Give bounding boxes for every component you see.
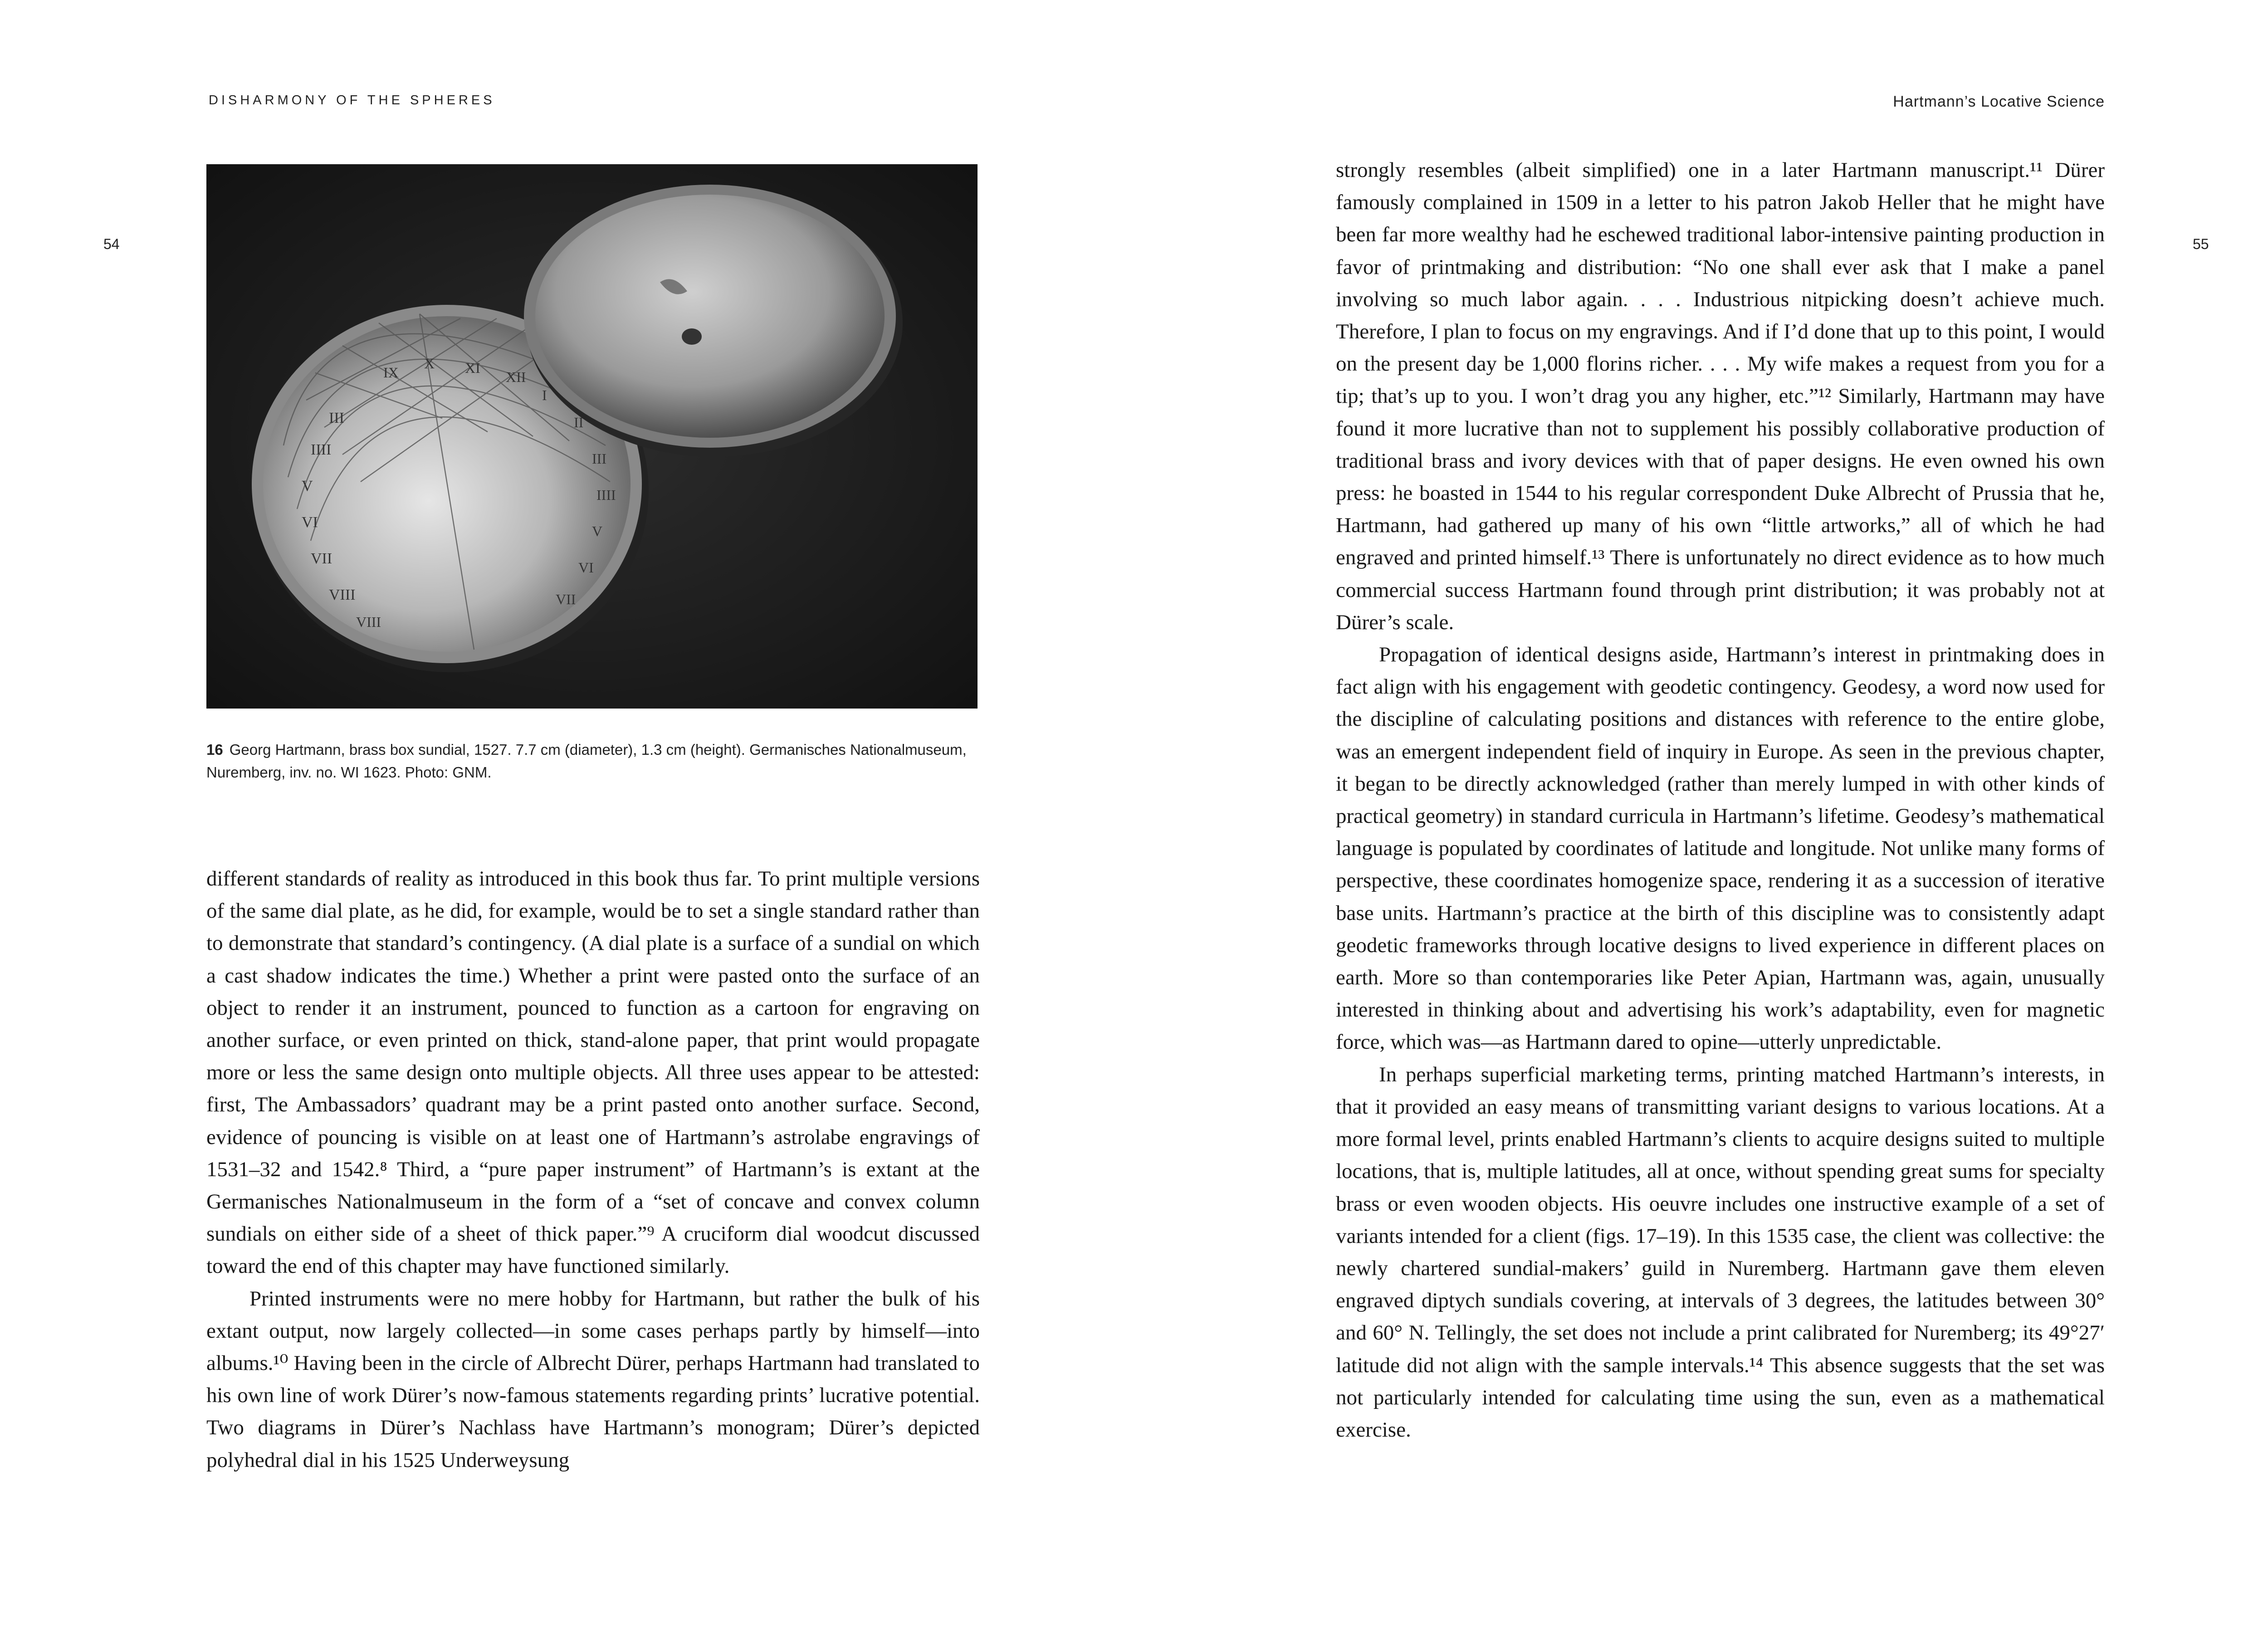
hour-numeral: III <box>329 410 344 426</box>
hour-numeral: XI <box>465 360 480 376</box>
hour-numeral: IIII <box>596 487 616 503</box>
paragraph: Printed instruments were no mere hobby for Hartmann, but rather the bulk of his extant output, now largely collected—in some cases perhaps partly by himself—into albums.¹⁰ Having been in the circle of Albrecht Dürer, perhaps Hartmann had translated to his own line of work Dürer’s now-famous statements regarding prints’ lucrative potential. Two diagrams in Dürer’s Nachlass have Hartmann’s monogram; Dürer’s depicted polyhedral dial in his 1525 Underweysung <box>206 1286 980 1472</box>
running-head-right: Hartmann’s Locative Science <box>1893 93 2105 110</box>
hour-numeral: X <box>424 355 435 372</box>
hour-numeral: IIII <box>311 441 332 458</box>
hour-numeral: IX <box>383 364 399 381</box>
figure-caption-text: Georg Hartmann, brass box sundial, 1527. 7.7 cm (diameter), 1.3 cm (height). Germanisches Nationalmuseum, Nuremberg, inv. no. WI 1623. Photo: GNM. <box>206 741 967 781</box>
paragraph: different standards of reality as introduced in this book thus far. To print multiple versions of the same dial plate, as he did, for example, would be to set a single standard rather than to demonstrate that standard’s contingency. (A dial plate is a surface of a sundial on which a cast shadow indicates the time.) Whether a print were pasted onto the surface of an object to render it an instrument, pounced to function as a cartoon for engraving on another surface, or even printed on thick, stand-alone paper, that print would propagate more or less the same design onto multiple objects. All three uses appear to be attested: first, The Ambassadors’ quadrant may be a print pasted onto another surface. Second, evidence of pouncing is visible on at least one of Hartmann’s astrolabe engravings of 1531–32 and 1542.⁸ Third, a “pure paper instrument” of Hartmann’s is extant at the Germanisches Nationalmuseum in the form of a “set of concave and convex column sundials on either side of a sheet of thick paper.”⁹ A cruciform dial woodcut discussed toward the end of this chapter may have functioned similarly. <box>206 867 980 1278</box>
hour-numeral: VIII <box>329 587 356 603</box>
right-page-body <box>1336 154 2105 1446</box>
figure-caption <box>206 738 987 784</box>
running-head-left: DISHARMONY OF THE SPHERES <box>209 93 495 108</box>
hour-numeral: VII <box>556 591 576 607</box>
page-number-right: 55 <box>2193 236 2209 252</box>
sundial-photograph <box>206 164 978 709</box>
hour-numeral: V <box>302 478 313 494</box>
paragraph: In perhaps superficial marketing terms, printing matched Hartmann’s interests, in that it provided an easy means of transmitting variant designs to various locations. At a more formal level, prints enabled Hartmann’s clients to acquire designs suited to multiple locations, that is, multiple latitudes, all at once, without spending great sums for specialty brass or even wooden objects. His oeuvre includes one instructive example of a set of variants intended for a client (figs. 17–19). In this 1535 case, the client was collective: the newly chartered sundial-makers’ guild in Nuremberg. Hartmann gave them eleven engraved diptych sundials covering, at intervals of 3 degrees, the latitudes between 30° and 60° N. Tellingly, the set does not include a print calibrated for Nuremberg; its 49°27′ latitude did not align with the sample intervals.¹⁴ This absence suggests that the set was not particularly intended for calculating time using the sun, even as a mathematical exercise. <box>1336 1062 2105 1442</box>
left-page-body <box>206 863 980 1477</box>
figure-number: 16 <box>206 741 223 758</box>
hour-numeral: XII <box>506 369 526 385</box>
hour-numeral: III <box>592 450 606 467</box>
paragraph: Propagation of identical designs aside, Hartmann’s interest in printmaking does in fact align with his engagement with geodetic contingency. Geodesy, a word now used for the discipline of calculating positions and distances with reference to the entire globe, was an emergent independent field of inquiry in Europe. As seen in the previous chapter, it began to be directly acknowledged (rather than merely lumped in with other kinds of practical geometry) in standard curricula in Hartmann’s lifetime. Geodesy’s mathematical language is populated by coordinates of latitude and longitude. Not unlike many forms of perspective, these coordinates homogenize space, rendering it as a succession of iterative base units. Hartmann’s practice at the birth of this discipline was to consistently adapt geodetic frameworks through locative designs to lived experience in different places on earth. More so than contemporaries like Peter Apian, Hartmann was, again, unusually interested in thinking about and advertising his work’s adaptability, even for magnetic force, which was—as Hartmann dared to opine—utterly unpredictable. <box>1336 643 2105 1054</box>
hour-numeral: V <box>592 523 603 539</box>
hour-numeral: VIII <box>356 614 381 630</box>
paragraph: strongly resembles (albeit simplified) one in a later Hartmann manuscript.¹¹ Dürer famously complained in 1509 in a letter to his patron Jakob Heller that he might have been far more wealthy had he eschewed traditional labor-intensive painting production in favor of printmaking and distribution: “No one shall ever ask that I make a panel involving so much labor again. . . . Industrious nitpicking doesn’t achieve much. Therefore, I plan to focus on my engravings. And if I’d done that up to this point, I would on the present day be 1,000 florins richer. . . . My wife makes a request from you for a tip; that’s up to you. I won’t drag you any higher, etc.”¹² Similarly, Hartmann may have found it more lucrative than not to supplement his possibly collaborative production of traditional brass and ivory devices with that of paper designs. He even owned his own press: he boasted in 1544 to his regular correspondent Duke Albrecht of Prussia that he, Hartmann, had gathered up many of his own “little artworks,” all of which he had engraved and printed himself.¹³ There is unfortunately no direct evidence as to how much commercial success Hartmann found through print distribution; it was probably not at Dürer’s scale. <box>1336 158 2105 634</box>
hour-numeral: I <box>542 387 547 403</box>
hour-numeral: VI <box>302 514 318 531</box>
page-number-left: 54 <box>103 236 120 252</box>
hour-numeral: VI <box>578 559 594 576</box>
hour-numeral: VII <box>311 550 332 567</box>
hour-numeral: II <box>574 414 584 430</box>
